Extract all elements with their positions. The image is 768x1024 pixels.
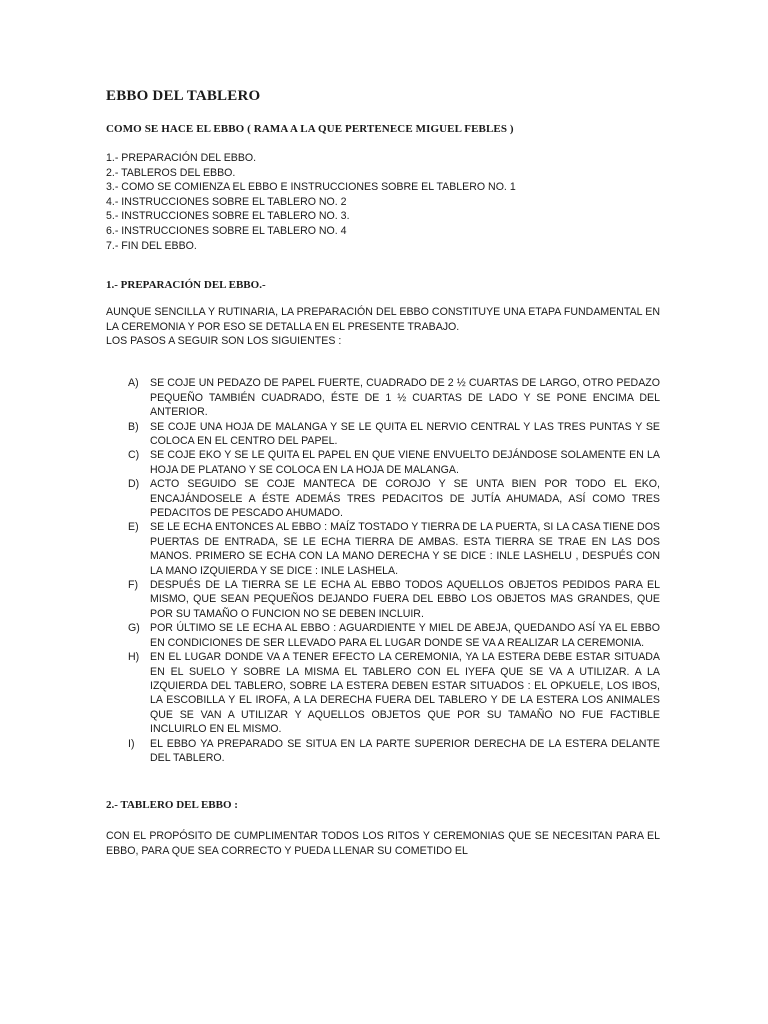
step-text: SE COJE UNA HOJA DE MALANGA Y SE LE QUITA EL NERVIO CENTRAL Y LAS TRES PUNTAS Y SE COLOCA EN EL CENTRO DEL PAPEL. xyxy=(150,420,660,447)
step-text: ACTO SEGUIDO SE COJE MANTECA DE COROJO Y SE UNTA BIEN POR TODO EL EKO, ENCAJÁNDOSELE A ÉSTE ADEMÁS TRES PEDACITOS DE JUTÍA AHUMADA, ASÍ COMO TRES PEDACITOS DE PESCADO AHUMADO. xyxy=(150,478,660,520)
step-text: SE COJE EKO Y SE LE QUITA EL PAPEL EN QUE VIENE ENVUELTO DEJÁNDOSE SOLAMENTE EN LA HOJA DE PLATANO Y SE COLOCA EN LA HOJA DE MALANGA. xyxy=(150,449,660,476)
step-item xyxy=(106,621,660,650)
section2-paragraph: CON EL PROPÓSITO DE CUMPLIMENTAR TODOS LOS RITOS Y CEREMONIAS QUE SE NECESITAN PARA EL EBBO, PARA QUE SEA CORRECTO Y PUEDA LLENAR SU COMETIDO EL xyxy=(106,830,660,857)
intro-steps-lead: LOS PASOS A SEGUIR SON LOS SIGUIENTES : xyxy=(106,334,342,347)
step-text: SE COJE UN PEDAZO DE PAPEL FUERTE, CUADRADO DE 2 ½ CUARTAS DE LARGO, OTRO PEDAZO PEQUEÑO TAMBIÉN CUADRADO, ÉSTE DE 1 ½ CUARTAS DE LADO Y SE PONE ENCIMA DEL ANTERIOR. xyxy=(150,377,660,419)
step-letter: C) xyxy=(128,449,140,462)
toc-item: 1.- PREPARACIÓN DEL EBBO. xyxy=(106,152,257,164)
step-text: SE LE ECHA ENTONCES AL EBBO : MAÍZ TOSTADO Y TIERRA DE LA PUERTA, SI LA CASA TIENE DOS PUERTAS DE ENTRADA, SE LE ECHA TIERRA DE AMBAS. ESTA TIERRA SE TRAE EN LAS DOS MANOS. PRIMERO SE ECHA CON LA MANO DERECHA Y SE DICE : INLE LASHELU , DESPUÉS CON LA MANO IZQUIERDA Y SE DICE : INLE LASHELA. xyxy=(150,521,660,577)
toc-item: 4.- INSTRUCCIONES SOBRE EL TABLERO NO. 2 xyxy=(106,195,347,208)
document-page xyxy=(106,88,660,858)
step-text: DESPUÉS DE LA TIERRA SE LE ECHA AL EBBO TODOS AQUELLOS OBJETOS PEDIDOS PARA EL MISMO, QUE SEAN PEQUEÑOS DEJANDO FUERA DEL EBBO LOS OBJETOS MAS GRANDES, QUE POR SU TAMAÑO O FUNCION NO SE DEBEN INCLUIR. xyxy=(150,579,660,620)
section-heading-preparation: 1.- PREPARACIÓN DEL EBBO.- xyxy=(106,279,266,292)
step-item xyxy=(106,477,660,520)
preparation-steps xyxy=(106,376,660,765)
step-item xyxy=(106,376,660,419)
document-subtitle: COMO SE HACE EL EBBO ( RAMA A LA QUE PERTENECE MIGUEL FEBLES ) xyxy=(106,123,514,135)
step-text: POR ÚLTIMO SE LE ECHA AL EBBO : AGUARDIENTE Y MIEL DE ABEJA, QUEDANDO ASÍ YA EL EBBO EN CONDICIONES DE SER LLEVADO PARA EL LUGAR DONDE SE VA A REALIZAR LA CEREMONIA. xyxy=(150,622,660,649)
toc-item: 6.- INSTRUCCIONES SOBRE EL TABLERO NO. 4 xyxy=(106,224,347,237)
step-item xyxy=(106,420,660,449)
step-letter: E) xyxy=(128,521,139,534)
step-text: EN EL LUGAR DONDE VA A TENER EFECTO LA CEREMONIA, YA LA ESTERA DEBE ESTAR SITUADA EN EL SUELO Y SOBRE LA MISMA EL TABLERO CON EL IYEFA QUE SE VA A UTILIZAR. A LA IZQUIERDA DEL TABLERO, SOBRE LA ESTERA DEBEN ESTAR SITUADOS : EL OPKUELE, LOS IBOS, LA ESCOBILLA Y EL IROFA, A LA DERECHA FUERA DEL TABLERO Y DE LA ESTERA LOS ANIMALES QUE SE VAN A UTILIZAR Y AQUELLOS OBJETOS QUE POR SU TAMAÑO NO FUE FACTIBLE INCLUIRLO EN EL MISMO. xyxy=(150,651,660,736)
step-item xyxy=(106,448,660,477)
step-letter: I) xyxy=(128,737,135,750)
toc-item: 3.- COMO SE COMIENZA EL EBBO E INSTRUCCIONES SOBRE EL TABLERO NO. 1 xyxy=(106,181,516,194)
step-text: EL EBBO YA PREPARADO SE SITUA EN LA PARTE SUPERIOR DERECHA DE LA ESTERA DELANTE DEL TABLERO. xyxy=(150,737,660,764)
toc-item: 7.- FIN DEL EBBO. xyxy=(106,239,197,252)
section-heading-tablero: 2.- TABLERO DEL EBBO : xyxy=(106,799,238,812)
section-intro xyxy=(106,305,660,348)
step-item xyxy=(106,520,660,578)
step-letter: F) xyxy=(128,579,138,592)
step-item xyxy=(106,650,660,736)
step-letter: A) xyxy=(128,377,139,390)
step-item xyxy=(106,578,660,621)
document-title: EBBO DEL TABLERO xyxy=(106,88,261,104)
toc-item: 5.- INSTRUCCIONES SOBRE EL TABLERO NO. 3. xyxy=(106,210,350,223)
step-letter: G) xyxy=(128,622,140,635)
intro-paragraph: AUNQUE SENCILLA Y RUTINARIA, LA PREPARACIÓN DEL EBBO CONSTITUYE UNA ETAPA FUNDAMENTAL EN LA CEREMONIA Y POR ESO SE DETALLA EN EL PRESENTE TRABAJO. xyxy=(106,306,660,333)
step-letter: H) xyxy=(128,651,140,664)
table-of-contents xyxy=(106,151,660,253)
toc-item: 2.- TABLEROS DEL EBBO. xyxy=(106,166,236,179)
step-item xyxy=(106,737,660,766)
step-letter: D) xyxy=(128,478,140,491)
step-letter: B) xyxy=(128,420,139,433)
